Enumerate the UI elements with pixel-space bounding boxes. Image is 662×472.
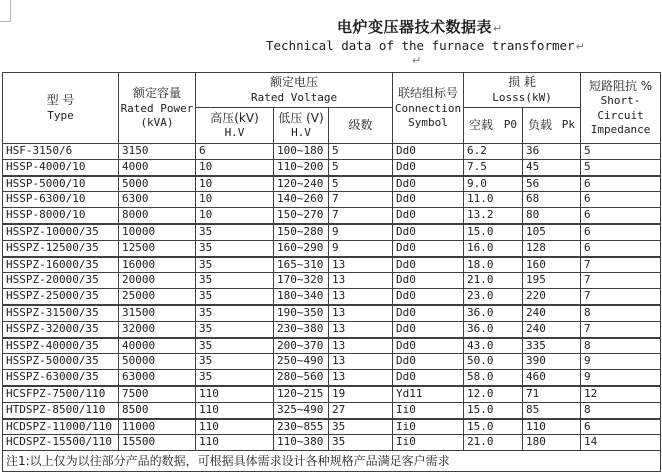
header-connection-cn: 联结组标号 — [398, 85, 459, 100]
cell-p0: 18.0 — [464, 257, 523, 273]
cell-p0: 36.0 — [464, 305, 523, 321]
table-row — [3, 176, 661, 192]
cell-impedance: 7 — [581, 289, 661, 305]
cell-power: 63000 — [119, 370, 196, 386]
cell-type: HSSPZ-63000/35 — [3, 370, 119, 386]
cell-lv: 120~215 — [274, 386, 329, 402]
table-row — [3, 321, 661, 337]
cell-hv: 35 — [196, 240, 274, 256]
cell-pk: 36 — [523, 144, 581, 160]
cell-p0: 13.2 — [464, 208, 523, 224]
cell-type: HSSPZ-31500/35 — [3, 305, 119, 321]
cell-hv: 110 — [196, 386, 274, 402]
cell-pk: 390 — [523, 354, 581, 370]
table-footer — [3, 451, 661, 472]
cell-p0: 23.0 — [464, 289, 523, 305]
table-header — [3, 73, 661, 144]
cell-type: HCSFPZ-7500/110 — [3, 386, 119, 402]
cell-hv: 10 — [196, 176, 274, 192]
cell-hv: 35 — [196, 273, 274, 289]
header-type-en: Type — [47, 108, 74, 122]
cell-pk: 335 — [523, 338, 581, 354]
header-noload-cn: 空载 — [469, 117, 494, 132]
header-rated-power — [119, 73, 196, 144]
cell-impedance: 7 — [581, 257, 661, 273]
header-hv-cn: 高压(kV) — [210, 110, 259, 125]
cell-p0: 15.0 — [464, 224, 523, 240]
cell-impedance: 6 — [581, 176, 661, 192]
cell-connection: Yd11 — [393, 386, 464, 402]
cell-power: 25000 — [119, 289, 196, 305]
cell-type: HSSPZ-10000/35 — [3, 224, 119, 240]
cell-lv: 100~180 — [274, 144, 329, 160]
cell-impedance: 6 — [581, 419, 661, 435]
cell-taps: 13 — [329, 370, 393, 386]
cell-lv: 325~490 — [274, 402, 329, 418]
cell-connection: Dd0 — [393, 192, 464, 208]
cell-hv: 35 — [196, 224, 274, 240]
cell-type: HSSPZ-40000/35 — [3, 338, 119, 354]
table-row — [3, 192, 661, 208]
cell-taps: 5 — [329, 159, 393, 175]
table-row — [3, 273, 661, 289]
paragraph-mark-icon: ↵ — [412, 54, 422, 67]
cell-hv: 35 — [196, 354, 274, 370]
cell-lv: 165~310 — [274, 257, 329, 273]
header-tap-steps — [329, 108, 393, 144]
cell-taps: 13 — [329, 305, 393, 321]
cell-type: HSSPZ-25000/35 — [3, 289, 119, 305]
table-row — [3, 240, 661, 256]
table-row — [3, 338, 661, 354]
cell-impedance: 7 — [581, 321, 661, 337]
cell-pk: 110 — [523, 419, 581, 435]
cell-p0: 16.0 — [464, 240, 523, 256]
cell-power: 12500 — [119, 240, 196, 256]
cell-pk: 45 — [523, 159, 581, 175]
cell-hv: 10 — [196, 192, 274, 208]
table-row — [3, 224, 661, 240]
cell-hv: 35 — [196, 370, 274, 386]
header-voltage-en: Rated Voltage — [250, 90, 338, 104]
cell-taps: 13 — [329, 289, 393, 305]
cell-connection: Dd0 — [393, 257, 464, 273]
page-subtitle — [266, 38, 585, 53]
cell-lv: 150~280 — [274, 224, 329, 240]
table-row — [3, 435, 661, 451]
header-power-en: Rated Power — [120, 101, 194, 115]
cell-type: HSSPZ-50000/35 — [3, 354, 119, 370]
cell-type: HSSP-8000/10 — [3, 208, 119, 224]
cell-taps: 5 — [329, 176, 393, 192]
cell-impedance: 6 — [581, 224, 661, 240]
header-connection-symbol — [393, 73, 464, 144]
cell-lv: 140~260 — [274, 192, 329, 208]
cell-connection: Dd0 — [393, 224, 464, 240]
table-row — [3, 354, 661, 370]
cell-p0: 6.2 — [464, 144, 523, 160]
cell-lv: 250~490 — [274, 354, 329, 370]
cell-lv: 110~200 — [274, 159, 329, 175]
cell-pk: 460 — [523, 370, 581, 386]
table-body — [3, 144, 661, 451]
header-impedance-en2: Circuit — [597, 108, 644, 122]
cell-taps: 7 — [329, 208, 393, 224]
cell-connection: Dd0 — [393, 176, 464, 192]
cell-power: 5000 — [119, 176, 196, 192]
cell-connection: Dd0 — [393, 240, 464, 256]
header-power-unit: (kVA) — [140, 115, 174, 129]
cell-lv: 160~290 — [274, 240, 329, 256]
header-impedance-en3: Impedance — [590, 122, 651, 136]
cell-p0: 15.0 — [464, 402, 523, 418]
cell-impedance: 6 — [581, 208, 661, 224]
cell-lv: 280~560 — [274, 370, 329, 386]
header-connection-en2: Symbol — [408, 115, 448, 129]
cell-connection: Dd0 — [393, 144, 464, 160]
cell-type: HSSP-6300/10 — [3, 192, 119, 208]
header-impedance-en1: Short- — [600, 94, 641, 108]
cell-pk: 80 — [523, 208, 581, 224]
cell-power: 16000 — [119, 257, 196, 273]
cell-power: 4000 — [119, 159, 196, 175]
cell-power: 8000 — [119, 208, 196, 224]
header-type-cn: 型 号 — [46, 93, 75, 108]
cell-pk: 195 — [523, 273, 581, 289]
cell-power: 20000 — [119, 273, 196, 289]
cell-power: 40000 — [119, 338, 196, 354]
cell-type: HSF-3150/6 — [3, 144, 119, 160]
cell-hv: 10 — [196, 208, 274, 224]
header-noload-en: P0 — [503, 117, 518, 131]
cell-impedance: 6 — [581, 192, 661, 208]
cell-taps: 13 — [329, 273, 393, 289]
cell-power: 3150 — [119, 144, 196, 160]
table-row — [3, 419, 661, 435]
header-load-en: Pk — [561, 117, 576, 131]
cell-connection: Ii0 — [393, 402, 464, 418]
cell-power: 50000 — [119, 354, 196, 370]
cell-impedance: 8 — [581, 305, 661, 321]
table-note: 注1:以上仅为以往部分产品的数据，可根据具体需求设计各种规格产品满足客户需求 — [3, 451, 661, 472]
header-impedance-cn: 短路阻抗 % — [588, 78, 653, 93]
header-loss-en: Losss(kW) — [492, 90, 552, 104]
cell-pk: 180 — [523, 435, 581, 451]
cell-lv: 110~380 — [274, 435, 329, 451]
page-title — [337, 16, 503, 37]
cell-connection: Dd0 — [393, 321, 464, 337]
header-taps-cn: 级数 — [348, 117, 373, 132]
cell-lv: 120~240 — [274, 176, 329, 192]
cell-impedance: 14 — [581, 435, 661, 451]
header-low-voltage — [274, 108, 329, 144]
cell-lv: 190~350 — [274, 305, 329, 321]
cell-p0: 43.0 — [464, 338, 523, 354]
header-lv-cn: 低压 (V) — [278, 110, 324, 125]
cell-p0: 36.0 — [464, 321, 523, 337]
cell-taps: 5 — [329, 144, 393, 160]
cell-impedance: 12 — [581, 386, 661, 402]
cell-power: 8500 — [119, 402, 196, 418]
cell-lv: 180~340 — [274, 289, 329, 305]
cell-impedance: 9 — [581, 370, 661, 386]
cell-connection: Dd0 — [393, 370, 464, 386]
page-subtitle-text: Technical data of the furnace transformer — [266, 38, 575, 53]
cell-taps: 9 — [329, 240, 393, 256]
cell-pk: 68 — [523, 192, 581, 208]
header-lv-sub: H.V — [291, 126, 311, 140]
cell-pk: 160 — [523, 257, 581, 273]
cell-connection: Dd0 — [393, 305, 464, 321]
header-loss-group — [464, 73, 581, 108]
cell-connection: Dd0 — [393, 273, 464, 289]
cell-power: 7500 — [119, 386, 196, 402]
cell-power: 15500 — [119, 435, 196, 451]
header-load-cn: 负载 — [528, 117, 553, 132]
cell-pk: 240 — [523, 321, 581, 337]
cell-impedance: 9 — [581, 354, 661, 370]
cell-hv: 35 — [196, 289, 274, 305]
table-row — [3, 386, 661, 402]
cell-power: 6300 — [119, 192, 196, 208]
header-hv-sub: H.V — [224, 126, 245, 140]
cell-power: 32000 — [119, 321, 196, 337]
cell-hv: 35 — [196, 305, 274, 321]
cell-pk: 71 — [523, 386, 581, 402]
cell-connection: Ii0 — [393, 419, 464, 435]
cell-hv: 10 — [196, 159, 274, 175]
cell-p0: 11.0 — [464, 192, 523, 208]
cell-pk: 56 — [523, 176, 581, 192]
table-row — [3, 257, 661, 273]
table-row — [3, 305, 661, 321]
cell-p0: 58.0 — [464, 370, 523, 386]
cell-p0: 21.0 — [464, 273, 523, 289]
cell-taps: 9 — [329, 224, 393, 240]
header-type — [3, 73, 119, 144]
cell-taps: 35 — [329, 419, 393, 435]
cell-type: HCDSPZ-15500/110 — [3, 435, 119, 451]
header-connection-en1: Connection — [394, 101, 462, 115]
cell-pk: 128 — [523, 240, 581, 256]
cell-taps: 13 — [329, 321, 393, 337]
cell-hv: 6 — [196, 144, 274, 160]
cell-type: HTDSPZ-8500/110 — [3, 402, 119, 418]
cell-hv: 110 — [196, 419, 274, 435]
table-row — [3, 402, 661, 418]
header-rated-voltage-group — [196, 73, 393, 108]
cell-type: HSSPZ-16000/35 — [3, 257, 119, 273]
cell-taps: 13 — [329, 338, 393, 354]
header-voltage-cn: 额定电压 — [270, 75, 319, 90]
cell-connection: Dd0 — [393, 289, 464, 305]
cell-taps: 13 — [329, 257, 393, 273]
table-row — [3, 144, 661, 160]
cell-p0: 21.0 — [464, 435, 523, 451]
header-high-voltage — [196, 108, 274, 144]
cell-hv: 110 — [196, 402, 274, 418]
cell-type: HSSP-5000/10 — [3, 176, 119, 192]
cell-connection: Ii0 — [393, 435, 464, 451]
cell-impedance: 5 — [581, 144, 661, 160]
cell-taps: 19 — [329, 386, 393, 402]
cell-power: 11000 — [119, 419, 196, 435]
paragraph-mark-icon: ↵ — [493, 22, 503, 35]
cell-taps: 35 — [329, 435, 393, 451]
cell-power: 10000 — [119, 224, 196, 240]
cell-impedance: 7 — [581, 273, 661, 289]
cell-taps: 13 — [329, 354, 393, 370]
cell-taps: 7 — [329, 192, 393, 208]
cell-connection: Dd0 — [393, 338, 464, 354]
cell-type: HSSPZ-32000/35 — [3, 321, 119, 337]
cell-p0: 9.0 — [464, 176, 523, 192]
cell-pk: 85 — [523, 402, 581, 418]
cell-lv: 150~270 — [274, 208, 329, 224]
cell-p0: 12.0 — [464, 386, 523, 402]
cell-pk: 220 — [523, 289, 581, 305]
table-row — [3, 370, 661, 386]
table-row — [3, 208, 661, 224]
paragraph-mark-icon: ↵ — [575, 40, 585, 53]
header-power-cn: 额定容量 — [132, 85, 181, 100]
cell-hv: 35 — [196, 257, 274, 273]
cell-pk: 105 — [523, 224, 581, 240]
table-row — [3, 159, 661, 175]
cell-hv: 110 — [196, 435, 274, 451]
cell-impedance: 5 — [581, 159, 661, 175]
cell-power: 31500 — [119, 305, 196, 321]
header-no-load-loss — [464, 108, 523, 144]
cell-impedance: 6 — [581, 240, 661, 256]
cell-connection: Dd0 — [393, 208, 464, 224]
cell-type: HCDSPZ-11000/110 — [3, 419, 119, 435]
cell-type: HSSP-4000/10 — [3, 159, 119, 175]
cell-pk: 240 — [523, 305, 581, 321]
cell-connection: Dd0 — [393, 159, 464, 175]
cell-lv: 170~320 — [274, 273, 329, 289]
cell-hv: 35 — [196, 321, 274, 337]
cell-hv: 35 — [196, 338, 274, 354]
cell-p0: 15.0 — [464, 419, 523, 435]
cell-impedance: 8 — [581, 402, 661, 418]
cell-type: HSSPZ-12500/35 — [3, 240, 119, 256]
transformer-data-table — [2, 72, 661, 472]
cell-lv: 230~380 — [274, 321, 329, 337]
header-impedance — [581, 73, 661, 144]
cell-taps: 27 — [329, 402, 393, 418]
cell-lv: 200~370 — [274, 338, 329, 354]
page-title-text: 电炉变压器技术数据表 — [337, 18, 493, 36]
cell-p0: 50.0 — [464, 354, 523, 370]
cell-type: HSSPZ-20000/35 — [3, 273, 119, 289]
header-load-loss — [523, 108, 581, 144]
header-loss-cn: 损 耗 — [508, 75, 536, 90]
page-corner-mark — [0, 0, 11, 22]
cell-lv: 230~855 — [274, 419, 329, 435]
cell-p0: 7.5 — [464, 159, 523, 175]
cell-impedance: 8 — [581, 338, 661, 354]
table-row — [3, 289, 661, 305]
cell-connection: Dd0 — [393, 354, 464, 370]
